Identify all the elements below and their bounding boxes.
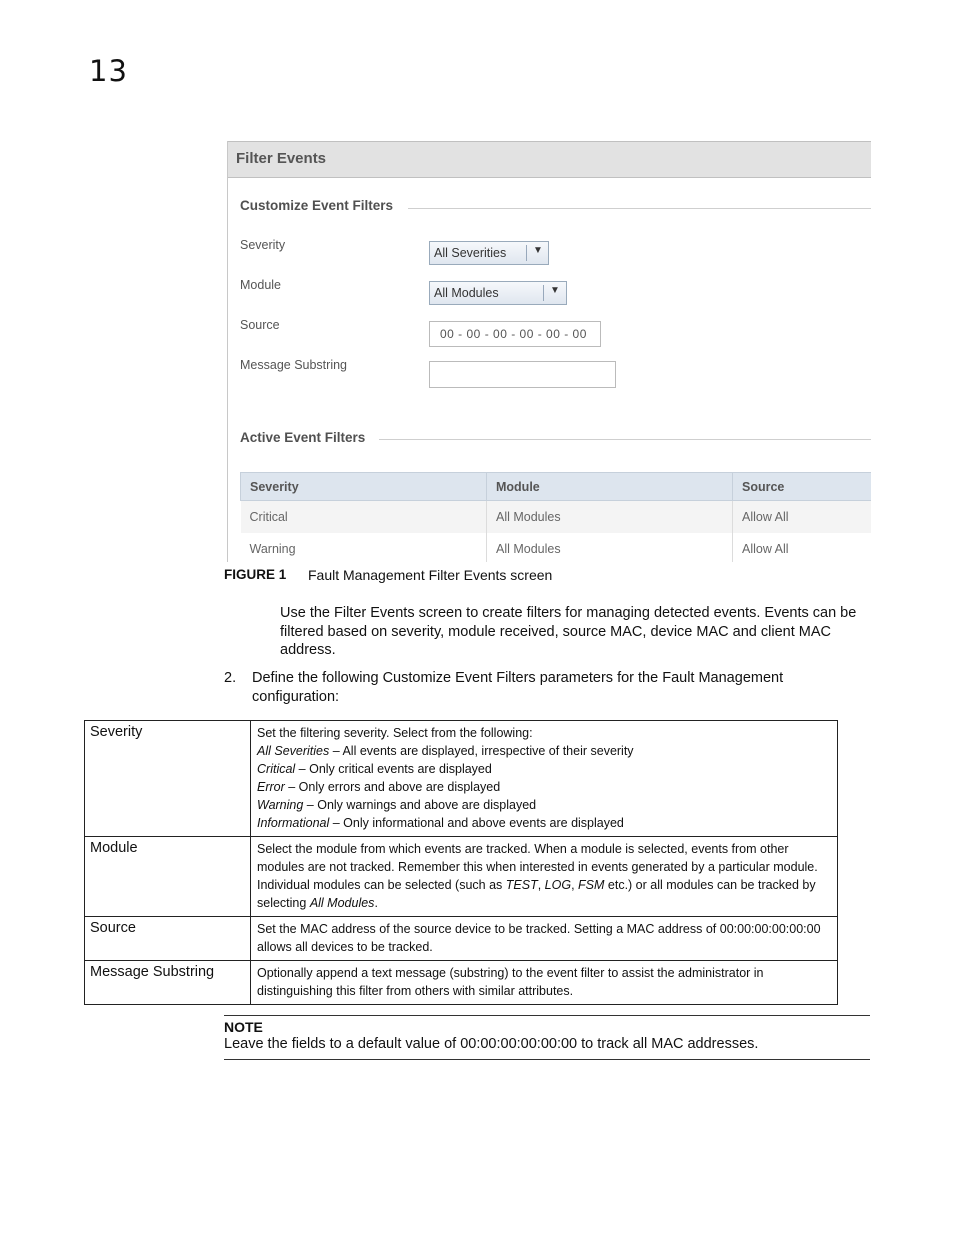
list-item: Error – Only errors and above are displayed bbox=[257, 780, 501, 794]
intro-bold: Filter Events bbox=[334, 605, 415, 621]
column-header-module[interactable]: Module bbox=[487, 473, 733, 501]
table-row bbox=[85, 837, 838, 917]
module-select[interactable] bbox=[429, 281, 567, 305]
figure-title: Fault Management Filter Events screen bbox=[308, 567, 553, 583]
step-paragraph bbox=[252, 669, 852, 706]
param-desc-module: Select the module from which events are tracked. When a module is selected, events from other modules are not tracked. Remember this when interested in events generated by a particular module. Individual modules can be selected (such as TEST, LOG, FSM etc.) or all modules can be tracked by selecting All Modules. bbox=[251, 837, 838, 917]
select-separator bbox=[526, 245, 527, 261]
table-row[interactable] bbox=[241, 533, 872, 562]
note-divider-bottom bbox=[224, 1059, 870, 1060]
severity-select-value: All Severities bbox=[434, 246, 507, 260]
param-term-substring: Message Substring bbox=[85, 961, 251, 1005]
step-number: 2. bbox=[224, 670, 237, 686]
screen-title: Filter Events bbox=[236, 150, 327, 167]
param-term-source: Source bbox=[85, 917, 251, 961]
note-text: Leave the fields to a default value of 00:00:00:00:00:00 to track all MAC addresses. bbox=[224, 1036, 759, 1052]
note-divider-top bbox=[224, 1015, 870, 1016]
message-substring-label: Message Substring bbox=[240, 358, 348, 372]
source-label: Source bbox=[240, 318, 280, 332]
table-header-row bbox=[241, 473, 872, 501]
param-term-module: Module bbox=[85, 837, 251, 917]
table-row bbox=[85, 917, 838, 961]
cell-severity: Critical bbox=[241, 501, 487, 534]
chevron-down-icon[interactable]: ▼ bbox=[533, 245, 543, 256]
step-bold: Customize Event Filters bbox=[382, 670, 536, 686]
list-item: Warning – Only warnings and above are displayed bbox=[257, 798, 537, 812]
table-row[interactable] bbox=[241, 501, 872, 534]
step-post: parameters for the Fault Management configuration: bbox=[252, 670, 784, 705]
module-label: Module bbox=[240, 278, 281, 292]
message-substring-input[interactable] bbox=[429, 361, 616, 388]
module-select-value: All Modules bbox=[434, 286, 499, 300]
cell-module: All Modules bbox=[487, 533, 733, 562]
active-filters-table bbox=[240, 472, 871, 562]
note-label: NOTE bbox=[224, 1019, 263, 1035]
intro-pre: Use the bbox=[280, 605, 334, 621]
intro-paragraph bbox=[280, 604, 870, 660]
table-row bbox=[85, 961, 838, 1005]
param-desc-severity bbox=[251, 721, 838, 837]
filter-events-screenshot bbox=[227, 141, 871, 562]
severity-label: Severity bbox=[240, 238, 286, 252]
source-mac-input[interactable] bbox=[429, 321, 601, 347]
cell-source: Allow All bbox=[733, 533, 872, 562]
source-mac-value: 00 - 00 - 00 - 00 - 00 - 00 bbox=[440, 327, 587, 341]
list-item: All Severities – All events are displayed, irrespective of their severity bbox=[257, 744, 634, 758]
column-header-severity[interactable]: Severity bbox=[241, 473, 487, 501]
customize-section-title: Customize Event Filters bbox=[240, 198, 394, 213]
cell-module: All Modules bbox=[487, 501, 733, 534]
section-divider bbox=[379, 439, 871, 440]
param-desc-substring: Optionally append a text message (substring) to the event filter to assist the administrator in distinguishing this filter from others with similar attributes. bbox=[251, 961, 838, 1005]
severity-select[interactable] bbox=[429, 241, 549, 265]
cell-source: Allow All bbox=[733, 501, 872, 534]
severity-intro: Set the filtering severity. Select from the following: bbox=[257, 726, 533, 740]
figure-label: FIGURE 1 bbox=[224, 567, 287, 582]
cell-severity: Warning bbox=[241, 533, 487, 562]
chapter-number: 13 bbox=[89, 54, 128, 88]
param-desc-source: Set the MAC address of the source device to be tracked. Setting a MAC address of 00:00:00:00:00:00 allows all devices to be tracked. bbox=[251, 917, 838, 961]
table-row bbox=[85, 721, 838, 837]
column-header-source[interactable]: Source bbox=[733, 473, 872, 501]
section-divider bbox=[408, 208, 871, 209]
parameter-table bbox=[84, 720, 838, 1005]
intro-post: screen to create filters for managing detected events. Events can be filtered based on severity, module received, source MAC, device MAC and client MAC address. bbox=[280, 605, 857, 658]
chevron-down-icon[interactable]: ▼ bbox=[550, 285, 560, 296]
active-section-title: Active Event Filters bbox=[240, 430, 366, 445]
param-term-severity: Severity bbox=[85, 721, 251, 837]
list-item: Informational – Only informational and above events are displayed bbox=[257, 816, 624, 830]
select-separator bbox=[543, 285, 544, 301]
step-pre: Define the following bbox=[252, 670, 383, 686]
list-item: Critical – Only critical events are displayed bbox=[257, 762, 492, 776]
screen-header bbox=[228, 141, 871, 178]
